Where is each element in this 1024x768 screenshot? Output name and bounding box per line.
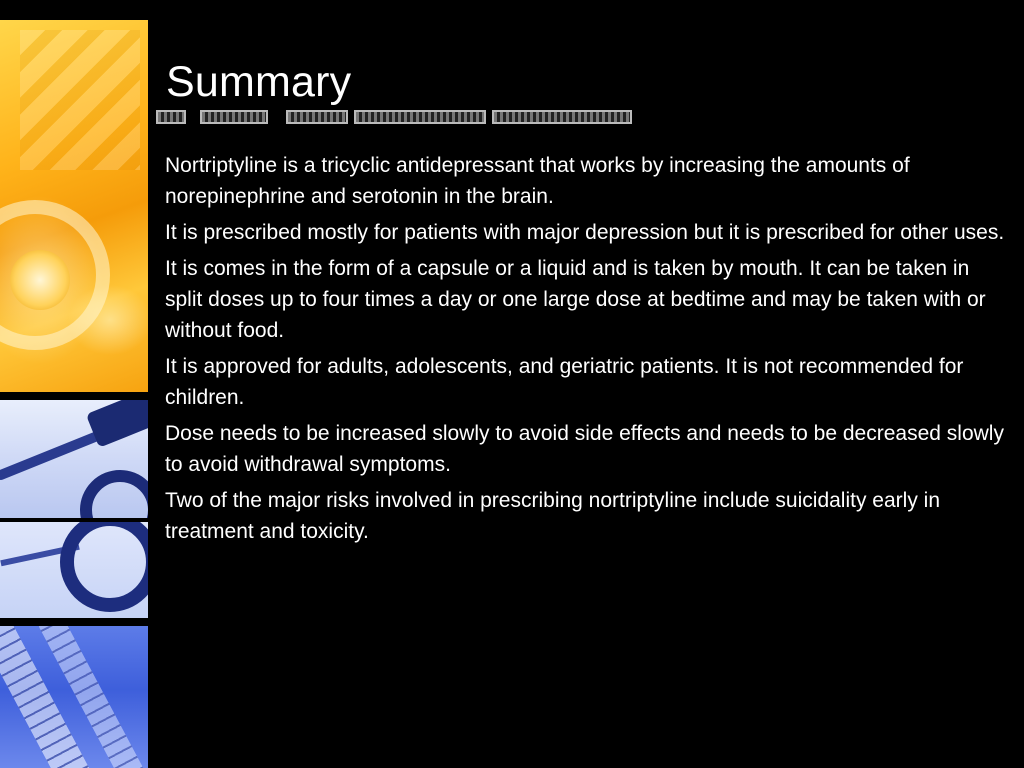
body-paragraph: It is prescribed mostly for patients with major depression but it is prescribed for other uses. — [165, 221, 1005, 244]
slide-title: Summary — [166, 58, 352, 106]
body-paragraph: Dose needs to be increased slowly to avoid side effects and needs to be decreased slowly to avoid withdrawal symptoms. — [165, 422, 1004, 476]
decorative-photo-stethoscope — [0, 20, 148, 392]
body-paragraph: Two of the major risks involved in prescribing nortriptyline include suicidality early in treatment and toxicity. — [165, 489, 941, 543]
decorative-photo-syringe — [0, 626, 148, 768]
body-paragraph: Nortriptyline is a tricyclic antidepressant that works by increasing the amounts of norepinephrine and serotonin in the brain. — [165, 154, 910, 208]
slide-body — [165, 150, 1005, 552]
body-paragraph: It is comes in the form of a capsule or a liquid and is taken by mouth. It can be taken in split doses up to four times a day or one large dose at bedtime and may be taken with or without food. — [165, 257, 986, 342]
body-paragraph: It is approved for adults, adolescents, and geriatric patients. It is not recommended for children. — [165, 355, 964, 409]
decorative-photo-instrument — [0, 400, 148, 518]
decorative-photo-lens — [0, 522, 148, 618]
